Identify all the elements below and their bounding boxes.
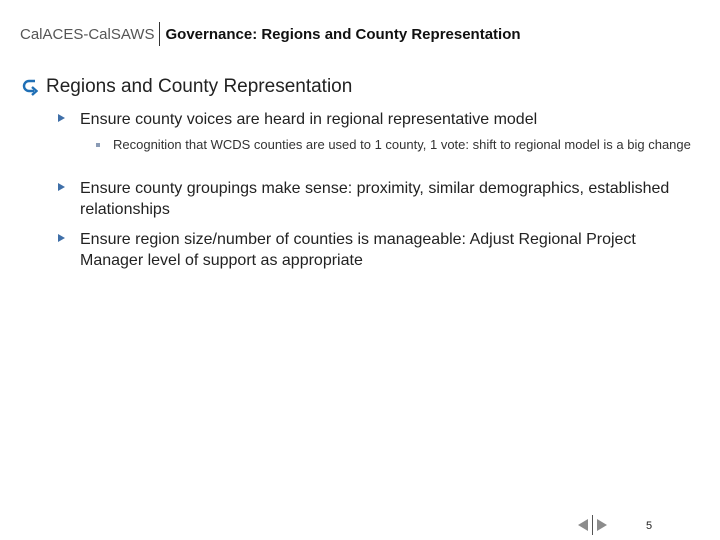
nav-divider <box>592 515 593 535</box>
header <box>20 22 521 46</box>
page-number: 5 <box>646 520 653 532</box>
org-name: CalACES-CalSAWS <box>20 25 155 43</box>
list-item-text: Ensure county groupings make sense: proximity, similar demographics, established relationships <box>80 180 670 218</box>
list-item <box>58 109 708 130</box>
header-divider <box>159 22 160 46</box>
sub-list-item <box>96 137 696 152</box>
list-item <box>58 229 708 271</box>
triangle-right-icon[interactable] <box>597 519 607 531</box>
triangle-left-icon[interactable] <box>578 519 588 531</box>
triangle-bullet-icon <box>58 234 65 242</box>
triangle-bullet-icon <box>58 114 65 122</box>
page-title: Governance: Regions and County Representation <box>165 25 521 43</box>
triangle-bullet-icon <box>58 183 65 191</box>
section-heading-text: Regions and County Representation <box>46 76 353 97</box>
list-item-text: Ensure region size/number of counties is manageable: Adjust Regional Project Manager level of support as appropriate <box>80 231 636 269</box>
list-item <box>58 178 708 220</box>
slide-navigation <box>578 515 607 535</box>
square-bullet-icon <box>96 143 100 147</box>
curved-arrow-icon <box>22 78 38 96</box>
section-heading <box>22 76 352 98</box>
list-item-text: Ensure county voices are heard in regional representative model <box>80 111 538 128</box>
sub-list-item-text: Recognition that WCDS counties are used to 1 county, 1 vote: shift to regional model is a big change <box>113 137 691 152</box>
